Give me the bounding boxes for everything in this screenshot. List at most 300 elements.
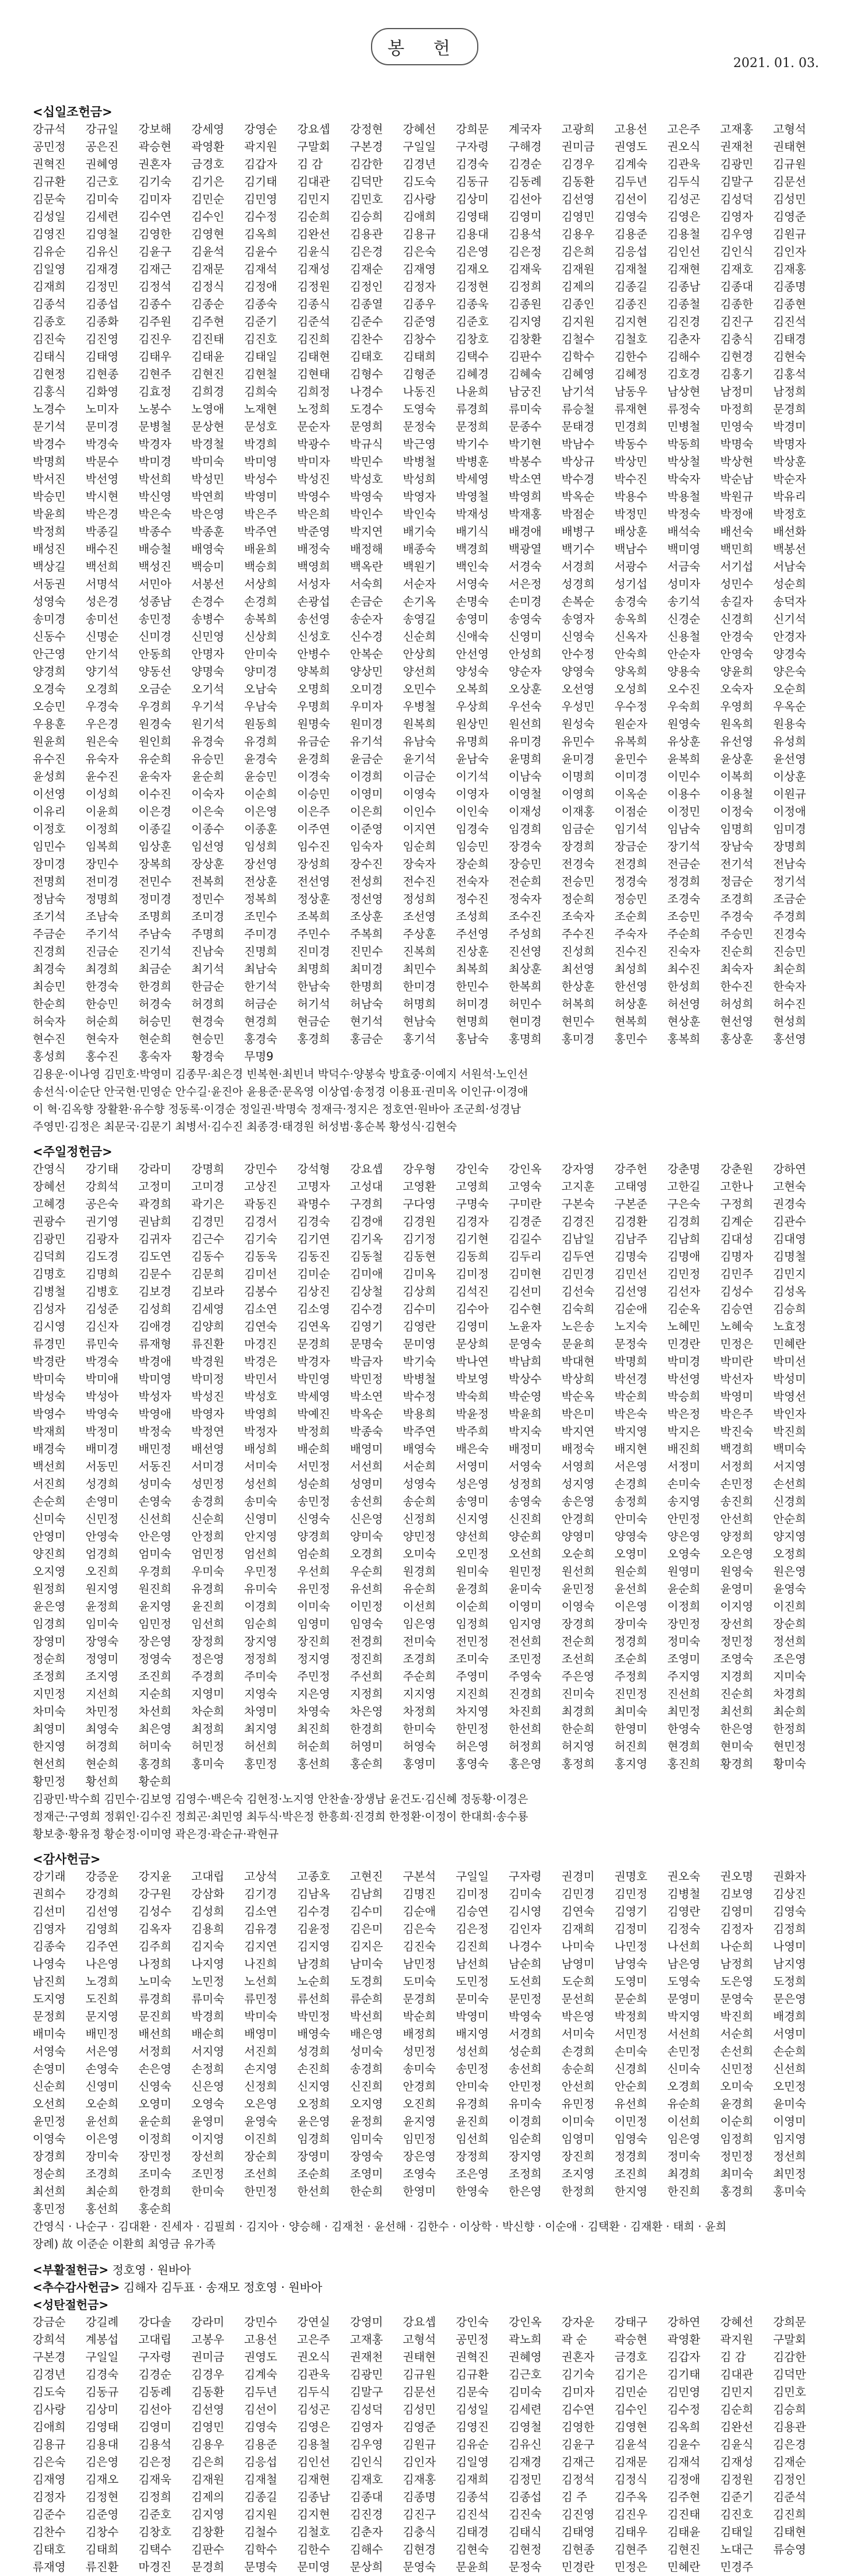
donor-name: 홍정희 — [561, 1757, 595, 1771]
donor-name: 한승민 — [85, 997, 119, 1011]
couple-line: 김광민·박수희 김민수·김보영 김영수·백은숙 김현정·노지영 안찬솔·장생남 윤건도·김신혜 정동황·이경은 — [33, 1793, 528, 1806]
donor-name: 조경희 — [402, 1652, 436, 1666]
donor-name: 김경순 — [138, 2368, 172, 2381]
donor-name: 주경희 — [191, 1670, 225, 1683]
donor-name: 남궁진 — [508, 385, 542, 398]
donor-name: 노지숙 — [614, 1320, 648, 1333]
donor-name: 송옥희 — [614, 612, 648, 626]
donor-name: 오영숙 — [667, 1547, 701, 1561]
donor-name: 홍명희 — [508, 1032, 542, 1046]
donor-name: 김동례 — [508, 175, 542, 188]
donor-name: 박명자 — [773, 437, 806, 451]
donor-name: 유순희 — [402, 1582, 436, 1596]
donor-name: 조복희 — [297, 910, 330, 923]
donor-name: 한선영 — [614, 980, 648, 993]
donor-name: 김재현 — [667, 262, 701, 276]
donor-name: 문영숙 — [402, 2560, 436, 2574]
donor-name: 주선영 — [456, 927, 489, 941]
donor-name: 김영태 — [456, 210, 489, 223]
donor-name: 서경희 — [561, 560, 595, 573]
donor-name: 김은경 — [349, 245, 383, 258]
donor-name: 김선영 — [191, 2403, 225, 2416]
donor-name: 송정희 — [614, 1495, 648, 1508]
donor-name: 손미숙 — [614, 2045, 648, 2058]
donor-name: 오경희 — [349, 1547, 383, 1561]
donor-name: 박영선 — [773, 1390, 806, 1403]
donor-name: 현승민 — [191, 1032, 225, 1046]
donor-name: 강정현 — [349, 122, 383, 136]
donor-name: 임민수 — [33, 840, 66, 853]
donor-name: 진명희 — [244, 945, 278, 958]
donor-name: 윤미숙 — [773, 2097, 806, 2111]
donor-name: 이진희 — [244, 2132, 278, 2146]
donor-name: 박미경 — [667, 1355, 701, 1368]
donor-name: 남정미 — [720, 385, 754, 398]
donor-name: 오정희 — [297, 2097, 330, 2111]
donor-name: 서금숙 — [667, 560, 701, 573]
donor-name: 김종욱 — [456, 297, 489, 311]
donor-name: 김춘자 — [349, 2525, 383, 2539]
donor-name: 황경희 — [720, 1757, 754, 1771]
donor-name: 김태우 — [614, 2525, 648, 2539]
donor-name: 박영수 — [33, 1407, 66, 1421]
donor-name: 김애경 — [138, 1320, 172, 1333]
donor-name: 박용수 — [614, 490, 648, 503]
donor-name: 박정숙 — [138, 1425, 172, 1438]
donor-name: 송영자 — [561, 612, 595, 626]
donor-name: 김혜정 — [614, 367, 648, 381]
donor-name: 서상희 — [244, 577, 278, 591]
donor-name: 박정희 — [297, 1425, 330, 1438]
donor-name: 박승민 — [33, 490, 66, 503]
donor-name: 권혁진 — [33, 157, 66, 171]
donor-name: 무명9 — [244, 1050, 274, 1063]
donor-name: 김인자 — [508, 1922, 542, 1936]
donor-name: 이진희 — [773, 1600, 806, 1613]
donor-name: 박대현 — [561, 1355, 595, 1368]
donor-name: 곽기은 — [191, 1197, 225, 1211]
donor-name: 서민아 — [138, 577, 172, 591]
donor-name: 성민정 — [402, 2045, 436, 2058]
donor-name: 김성준 — [85, 1302, 119, 1316]
donor-name: 최영숙 — [85, 1722, 119, 1736]
donor-name: 전선영 — [297, 875, 330, 888]
donor-name: 김응섭 — [244, 2455, 278, 2469]
donor-name: 정선영 — [349, 892, 383, 906]
donor-name: 신경희 — [773, 1495, 806, 1508]
donor-name: 김재경 — [508, 2455, 542, 2469]
donor-name: 남동우 — [614, 385, 648, 398]
donor-name: 안민정 — [667, 1512, 701, 1526]
donor-name: 박선경 — [614, 1372, 648, 1386]
donor-name: 김영희 — [85, 1922, 119, 1936]
donor-name: 도영숙 — [667, 1975, 701, 1988]
donor-name: 조영미 — [349, 2167, 383, 2181]
donor-name: 고재홍 — [720, 122, 754, 136]
name-grid — [33, 121, 826, 1066]
donor-name: 양영숙 — [614, 1530, 648, 1543]
donor-name: 김재욱 — [508, 262, 542, 276]
donor-name: 박선희 — [138, 472, 172, 486]
donor-name: 신순희 — [402, 630, 436, 643]
donor-name: 조선영 — [402, 910, 436, 923]
donor-name: 문경희 — [297, 1337, 330, 1351]
donor-name: 차진희 — [508, 1705, 542, 1718]
donor-name: 류경희 — [138, 1992, 172, 2006]
donor-name: 박종훈 — [191, 525, 225, 538]
donor-name: 이민정 — [614, 2115, 648, 2128]
donor-name: 박지영 — [614, 1425, 648, 1438]
donor-name: 백선희 — [33, 1460, 66, 1473]
donor-name: 김혜숙 — [508, 367, 542, 381]
donor-name: 유수진 — [33, 752, 66, 766]
donor-name: 김민정 — [614, 1887, 648, 1901]
donor-name: 김종길 — [614, 280, 648, 293]
donor-name: 신영미 — [508, 630, 542, 643]
donor-name: 최은영 — [138, 1722, 172, 1736]
donor-name: 권오식 — [667, 140, 701, 153]
donor-name: 김도연 — [138, 1250, 172, 1263]
donor-name: 박영숙 — [85, 1407, 119, 1421]
donor-name: 김경우 — [191, 2368, 225, 2381]
donor-name: 신경희 — [720, 612, 754, 626]
donor-name: 남진희 — [33, 1975, 66, 1988]
donor-name: 김종남 — [667, 280, 701, 293]
donor-name: 고한길 — [667, 1180, 701, 1193]
donor-name: 김덕만 — [349, 175, 383, 188]
donor-name: 김동규 — [456, 175, 489, 188]
donor-name: 김정인 — [773, 2473, 806, 2486]
donor-name: 강라미 — [138, 1162, 172, 1176]
donor-name: 주영미 — [456, 1670, 489, 1683]
donor-name: 서명석 — [85, 577, 119, 591]
donor-name: 성순희 — [508, 2045, 542, 2058]
donor-name: 조승민 — [667, 910, 701, 923]
donor-name: 조진희 — [138, 1670, 172, 1683]
donor-name: 문윤희 — [561, 1337, 595, 1351]
donor-name: 장진희 — [297, 1635, 330, 1648]
donor-name: 노미숙 — [138, 1975, 172, 1988]
donor-name: 구해경 — [508, 140, 542, 153]
donor-name: 김진호 — [244, 332, 278, 346]
donor-name: 오선희 — [508, 1547, 542, 1561]
section-title: <부활절헌금> — [33, 2263, 109, 2277]
donor-name: 김태윤 — [667, 2525, 701, 2539]
donor-name: 유선희 — [614, 2097, 648, 2111]
donor-name: 김진숙 — [33, 332, 66, 346]
donor-name: 김태희 — [402, 350, 436, 363]
donor-name: 나선희 — [667, 1940, 701, 1953]
donor-name: 이정민 — [667, 805, 701, 818]
donor-name: 이유리 — [33, 805, 66, 818]
donor-name: 정미숙 — [667, 1635, 701, 1648]
donor-name: 김성일 — [456, 2403, 489, 2416]
donor-name: 김유신 — [85, 245, 119, 258]
donor-name: 이지영 — [191, 2132, 225, 2146]
donor-name: 현금순 — [297, 1015, 330, 1028]
donor-name: 정미경 — [138, 892, 172, 906]
donor-name: 문종수 — [508, 420, 542, 433]
donor-name: 손선희 — [720, 2045, 754, 2058]
donor-name: 남정희 — [773, 385, 806, 398]
donor-names: 정호영 · 원바아 — [108, 2263, 191, 2277]
donor-name: 남순희 — [508, 1957, 542, 1971]
donor-name: 김지영 — [297, 1940, 330, 1953]
donor-name: 성민정 — [191, 1477, 225, 1491]
donor-name: 김동환 — [561, 175, 595, 188]
donor-name: 김준기 — [720, 2490, 754, 2504]
donor-name: 한순희 — [349, 2185, 383, 2198]
donor-name: 전순희 — [561, 1635, 595, 1648]
donor-name: 배종숙 — [402, 542, 436, 556]
donor-name: 고대립 — [138, 2333, 172, 2346]
donor-name: 김선아 — [138, 2403, 172, 2416]
donor-name: 윤명희 — [508, 752, 542, 766]
donor-name: 김영현 — [614, 2420, 648, 2434]
donor-name: 박경수 — [33, 437, 66, 451]
donor-name: 장미숙 — [85, 2150, 119, 2163]
donor-name: 김영미 — [720, 1905, 754, 1918]
donor-name: 김영준 — [773, 210, 806, 223]
donor-name: 김재경 — [85, 262, 119, 276]
donor-name: 정경희 — [614, 2150, 648, 2163]
donor-name: 장영미 — [297, 2150, 330, 2163]
donor-name: 고정미 — [138, 1180, 172, 1193]
donor-name: 손정희 — [191, 2062, 225, 2076]
donor-name: 허성희 — [720, 997, 754, 1011]
donor-name: 안경숙 — [720, 630, 754, 643]
donor-name: 김재현 — [297, 2473, 330, 2486]
donor-name: 우명희 — [297, 700, 330, 713]
donor-name: 전민수 — [138, 875, 172, 888]
donor-name: 임미숙 — [349, 2132, 383, 2146]
donor-name: 윤미경 — [561, 752, 595, 766]
donor-name: 김민선 — [614, 1267, 648, 1281]
donor-name: 김대성 — [720, 1232, 754, 1246]
donor-name: 류경희 — [456, 402, 489, 416]
donor-name: 정숙자 — [508, 892, 542, 906]
donor-name: 박은영 — [561, 2010, 595, 2023]
donor-name: 서미숙 — [244, 1460, 278, 1473]
donor-name: 정민수 — [191, 892, 225, 906]
donor-name: 손광섭 — [297, 595, 330, 608]
donor-name: 권경미 — [561, 1870, 595, 1883]
donor-name: 김지현 — [297, 2508, 330, 2521]
donor-name: 김남희 — [349, 1887, 383, 1901]
donor-name: 김택수 — [138, 2543, 172, 2556]
donor-name: 김옥희 — [667, 2420, 701, 2434]
donor-name: 송미경 — [33, 612, 66, 626]
donor-name: 엄민정 — [191, 1547, 225, 1561]
donor-name: 김선이 — [244, 2403, 278, 2416]
donor-name: 김애희 — [402, 210, 436, 223]
donor-name: 이옥순 — [614, 787, 648, 801]
donor-name: 신애숙 — [456, 630, 489, 643]
donor-name: 류재현 — [614, 402, 648, 416]
donor-name: 임경희 — [33, 1617, 66, 1631]
donor-name: 이순희 — [720, 2115, 754, 2128]
donor-name: 이경숙 — [297, 770, 330, 783]
donor-name: 임복희 — [85, 840, 119, 853]
donor-name: 윤은영 — [297, 2115, 330, 2128]
donor-name: 성순희 — [297, 1477, 330, 1491]
donor-name: 김민경 — [561, 1267, 595, 1281]
donor-name: 전기석 — [720, 857, 754, 871]
donor-name: 고용선 — [614, 122, 648, 136]
donor-name: 김진희 — [773, 2508, 806, 2521]
donor-name: 윤영미 — [720, 1582, 754, 1596]
donor-name: 유민정 — [297, 1582, 330, 1596]
donor-name: 노정희 — [297, 402, 330, 416]
donor-name: 신정희 — [244, 2080, 278, 2093]
donor-name: 김경순 — [508, 157, 542, 171]
donor-name: 신미경 — [138, 630, 172, 643]
donor-name: 홍경숙 — [244, 1032, 278, 1046]
donor-name: 이준영 — [349, 822, 383, 836]
donor-name: 김문숙 — [456, 2385, 489, 2399]
donor-name: 양미숙 — [349, 1530, 383, 1543]
donor-name: 박정자 — [244, 1425, 278, 1438]
donor-name: 김대영 — [773, 1232, 806, 1246]
donor-name: 박순희 — [614, 1390, 648, 1403]
donor-name: 문정숙 — [402, 420, 436, 433]
donor-name: 문미영 — [297, 2560, 330, 2574]
donor-name: 조경희 — [85, 2167, 119, 2181]
donor-name: 진상훈 — [456, 945, 489, 958]
donor-name: 한숙자 — [773, 980, 806, 993]
donor-name: 우남숙 — [244, 700, 278, 713]
donor-name: 손복순 — [561, 595, 595, 608]
donor-name: 윤진희 — [456, 2115, 489, 2128]
page-title: 봉 헌 — [371, 28, 478, 65]
donor-name: 조진희 — [614, 2167, 648, 2181]
donor-name: 홍진희 — [667, 1757, 701, 1771]
donor-name: 홍민수 — [614, 1032, 648, 1046]
donor-name: 김준호 — [456, 315, 489, 328]
donor-name: 김재오 — [85, 2473, 119, 2486]
donor-name: 양정희 — [720, 1530, 754, 1543]
donor-name: 김보영 — [720, 1887, 754, 1901]
donor-name: 박신영 — [138, 490, 172, 503]
donor-name: 원영숙 — [667, 717, 701, 731]
donor-name: 현경숙 — [191, 1015, 225, 1028]
donor-name: 장영미 — [33, 1635, 66, 1648]
donor-name: 이재홍 — [561, 805, 595, 818]
donor-name: 김재석 — [667, 2455, 701, 2469]
donor-name: 장민정 — [138, 2150, 172, 2163]
donor-name: 김민지 — [720, 2385, 754, 2399]
donor-name: 나윤희 — [456, 385, 489, 398]
donor-name: 김종섭 — [85, 297, 119, 311]
donor-name: 김명호 — [33, 1267, 66, 1281]
donor-name: 김준영 — [85, 2508, 119, 2521]
donor-name: 김기옥 — [349, 1232, 383, 1246]
donor-name: 손기옥 — [402, 595, 436, 608]
service-date: 2021. 01. 03. — [733, 56, 819, 71]
donor-name: 최경희 — [561, 1705, 595, 1718]
donor-name: 한영미 — [614, 1722, 648, 1736]
donor-name: 송경희 — [191, 1495, 225, 1508]
donor-name: 박동희 — [667, 437, 701, 451]
donor-name: 한은영 — [508, 2185, 542, 2198]
donor-name: 장금순 — [614, 840, 648, 853]
donor-name: 원기석 — [191, 717, 225, 731]
donor-name: 김민주 — [720, 1267, 754, 1281]
donor-name: 김창수 — [402, 332, 436, 346]
donor-name: 조민정 — [191, 2167, 225, 2181]
donor-name: 손영숙 — [85, 2062, 119, 2076]
donor-name: 박미자 — [297, 455, 330, 468]
donor-name: 현미숙 — [720, 1740, 754, 1753]
donor-name: 문경희 — [191, 2560, 225, 2574]
donor-name: 문미영 — [402, 1337, 436, 1351]
donor-name: 김민지 — [773, 1267, 806, 1281]
donor-name: 임명희 — [720, 822, 754, 836]
donor-name: 이영자 — [456, 787, 489, 801]
donor-name: 최승민 — [33, 980, 66, 993]
donor-name: 김덕희 — [33, 1250, 66, 1263]
section-title: <성탄절헌금> — [33, 2298, 109, 2312]
donor-name: 임민정 — [138, 1617, 172, 1631]
donor-name: 유순희 — [138, 752, 172, 766]
donor-name: 김윤구 — [561, 2438, 595, 2451]
donor-name: 전경희 — [614, 857, 648, 871]
name-grid — [33, 1868, 826, 2218]
donor-name: 김종길 — [244, 2490, 278, 2504]
donor-name: 홍영미 — [402, 1757, 436, 1771]
donor-name: 진복희 — [402, 945, 436, 958]
donor-names: 김해자 김두표 · 송재모 정호영 · 원바아 — [120, 2280, 323, 2294]
donor-name: 김창호 — [138, 2525, 172, 2539]
donor-name: 김현종 — [561, 2543, 595, 2556]
donor-name: 김홍석 — [773, 367, 806, 381]
donor-name: 송길자 — [720, 595, 754, 608]
donor-name: 윤수진 — [85, 770, 119, 783]
donor-name: 박옥순 — [561, 490, 595, 503]
donor-name: 한선희 — [508, 1722, 542, 1736]
donor-name: 박성민 — [191, 472, 225, 486]
donor-name: 김춘자 — [667, 332, 701, 346]
donor-name: 서은영 — [614, 1460, 648, 1473]
donor-name: 계국자 — [508, 122, 542, 136]
donor-name: 한정희 — [561, 2185, 595, 2198]
donor-name: 손순희 — [773, 2045, 806, 2058]
donor-name: 김태호 — [349, 350, 383, 363]
donor-name: 김신자 — [85, 1320, 119, 1333]
donor-name: 양지영 — [773, 1530, 806, 1543]
donor-name: 오승민 — [33, 700, 66, 713]
donor-name: 김해수 — [349, 2543, 383, 2556]
donor-name: 김현종 — [85, 367, 119, 381]
donor-name: 문순희 — [614, 1992, 648, 2006]
donor-name: 성민수 — [720, 577, 754, 591]
donor-name: 전수진 — [402, 875, 436, 888]
donor-name: 신정희 — [402, 1512, 436, 1526]
donor-name: 박진숙 — [720, 1425, 754, 1438]
donor-name: 김사랑 — [402, 192, 436, 206]
donor-name: 김두년 — [244, 2385, 278, 2399]
donor-name: 배경숙 — [33, 1442, 66, 1456]
donor-name: 전선희 — [508, 1635, 542, 1648]
donor-name: 안정희 — [191, 1530, 225, 1543]
donor-name: 김영자 — [349, 2420, 383, 2434]
donor-name: 박재성 — [456, 507, 489, 521]
donor-name: 장경숙 — [508, 840, 542, 853]
donor-name: 박선영 — [85, 472, 119, 486]
donor-name: 배석숙 — [667, 525, 701, 538]
donor-name: 김현주 — [138, 367, 172, 381]
donor-name: 임기석 — [614, 822, 648, 836]
